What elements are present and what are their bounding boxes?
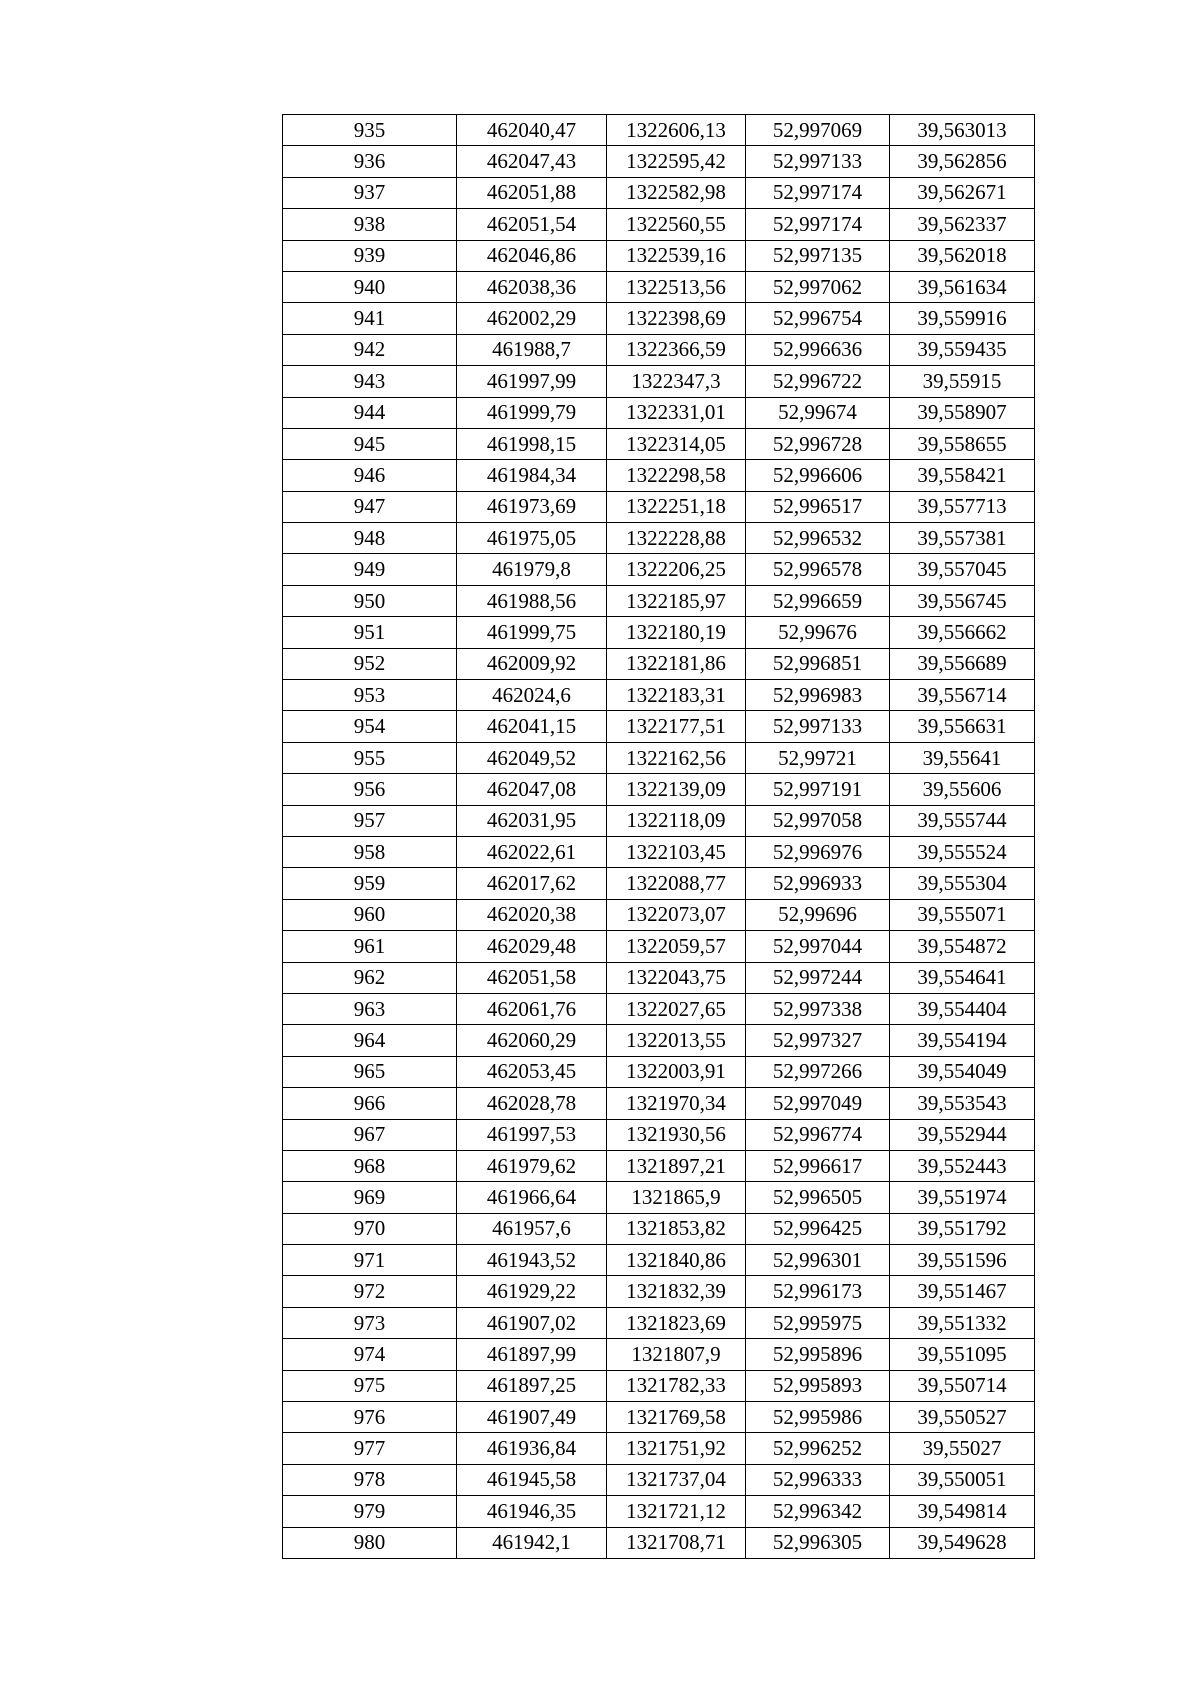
x-coordinate-cell: 461973,69 xyxy=(457,491,607,522)
x-coordinate-cell: 461979,8 xyxy=(457,554,607,585)
longitude-cell: 39,555071 xyxy=(890,899,1035,930)
x-coordinate-cell: 462047,08 xyxy=(457,774,607,805)
y-coordinate-cell: 1322183,31 xyxy=(607,680,746,711)
latitude-cell: 52,997174 xyxy=(746,209,890,240)
y-coordinate-cell: 1322298,58 xyxy=(607,460,746,491)
latitude-cell: 52,99674 xyxy=(746,397,890,428)
x-coordinate-cell: 462046,86 xyxy=(457,240,607,271)
point-number-cell: 963 xyxy=(283,993,457,1024)
x-coordinate-cell: 462038,36 xyxy=(457,271,607,302)
y-coordinate-cell: 1322185,97 xyxy=(607,585,746,616)
table-row xyxy=(283,554,1035,585)
x-coordinate-cell: 462047,43 xyxy=(457,146,607,177)
point-number-cell: 937 xyxy=(283,177,457,208)
point-number-cell: 964 xyxy=(283,1025,457,1056)
longitude-cell: 39,549814 xyxy=(890,1496,1035,1527)
longitude-cell: 39,554404 xyxy=(890,993,1035,1024)
table-row xyxy=(283,146,1035,177)
table-row xyxy=(283,209,1035,240)
point-number-cell: 940 xyxy=(283,271,457,302)
x-coordinate-cell: 462060,29 xyxy=(457,1025,607,1056)
latitude-cell: 52,997062 xyxy=(746,271,890,302)
latitude-cell: 52,996425 xyxy=(746,1213,890,1244)
point-number-cell: 936 xyxy=(283,146,457,177)
table-row xyxy=(283,774,1035,805)
point-number-cell: 945 xyxy=(283,428,457,459)
point-number-cell: 979 xyxy=(283,1496,457,1527)
x-coordinate-cell: 462051,54 xyxy=(457,209,607,240)
point-number-cell: 966 xyxy=(283,1088,457,1119)
latitude-cell: 52,996301 xyxy=(746,1245,890,1276)
x-coordinate-cell: 461943,52 xyxy=(457,1245,607,1276)
point-number-cell: 975 xyxy=(283,1370,457,1401)
longitude-cell: 39,553543 xyxy=(890,1088,1035,1119)
y-coordinate-cell: 1321853,82 xyxy=(607,1213,746,1244)
table-row xyxy=(283,805,1035,836)
longitude-cell: 39,556689 xyxy=(890,648,1035,679)
latitude-cell: 52,996342 xyxy=(746,1496,890,1527)
x-coordinate-cell: 461988,56 xyxy=(457,585,607,616)
latitude-cell: 52,997191 xyxy=(746,774,890,805)
latitude-cell: 52,997174 xyxy=(746,177,890,208)
latitude-cell: 52,996636 xyxy=(746,334,890,365)
table-row xyxy=(283,648,1035,679)
y-coordinate-cell: 1322118,09 xyxy=(607,805,746,836)
latitude-cell: 52,996933 xyxy=(746,868,890,899)
y-coordinate-cell: 1322162,56 xyxy=(607,742,746,773)
table-row xyxy=(283,1245,1035,1276)
y-coordinate-cell: 1322513,56 xyxy=(607,271,746,302)
point-number-cell: 953 xyxy=(283,680,457,711)
latitude-cell: 52,995893 xyxy=(746,1370,890,1401)
latitude-cell: 52,996851 xyxy=(746,648,890,679)
y-coordinate-cell: 1321769,58 xyxy=(607,1402,746,1433)
longitude-cell: 39,55915 xyxy=(890,366,1035,397)
longitude-cell: 39,551332 xyxy=(890,1307,1035,1338)
longitude-cell: 39,551596 xyxy=(890,1245,1035,1276)
latitude-cell: 52,99721 xyxy=(746,742,890,773)
latitude-cell: 52,996173 xyxy=(746,1276,890,1307)
x-coordinate-cell: 461936,84 xyxy=(457,1433,607,1464)
longitude-cell: 39,557381 xyxy=(890,523,1035,554)
x-coordinate-cell: 461907,02 xyxy=(457,1307,607,1338)
y-coordinate-cell: 1322228,88 xyxy=(607,523,746,554)
longitude-cell: 39,562671 xyxy=(890,177,1035,208)
table-row xyxy=(283,397,1035,428)
y-coordinate-cell: 1322103,45 xyxy=(607,836,746,867)
table-row xyxy=(283,962,1035,993)
latitude-cell: 52,997049 xyxy=(746,1088,890,1119)
point-number-cell: 957 xyxy=(283,805,457,836)
table-row xyxy=(283,491,1035,522)
longitude-cell: 39,550714 xyxy=(890,1370,1035,1401)
latitude-cell: 52,996517 xyxy=(746,491,890,522)
x-coordinate-cell: 461975,05 xyxy=(457,523,607,554)
x-coordinate-cell: 462053,45 xyxy=(457,1056,607,1087)
table-row xyxy=(283,617,1035,648)
x-coordinate-cell: 461945,58 xyxy=(457,1464,607,1495)
x-coordinate-cell: 461999,75 xyxy=(457,617,607,648)
x-coordinate-cell: 461998,15 xyxy=(457,428,607,459)
y-coordinate-cell: 1321737,04 xyxy=(607,1464,746,1495)
table-row xyxy=(283,711,1035,742)
latitude-cell: 52,995896 xyxy=(746,1339,890,1370)
point-number-cell: 974 xyxy=(283,1339,457,1370)
x-coordinate-cell: 461999,79 xyxy=(457,397,607,428)
longitude-cell: 39,556662 xyxy=(890,617,1035,648)
y-coordinate-cell: 1322206,25 xyxy=(607,554,746,585)
x-coordinate-cell: 462022,61 xyxy=(457,836,607,867)
table-row xyxy=(283,177,1035,208)
longitude-cell: 39,562337 xyxy=(890,209,1035,240)
latitude-cell: 52,996505 xyxy=(746,1182,890,1213)
longitude-cell: 39,561634 xyxy=(890,271,1035,302)
table-row xyxy=(283,1339,1035,1370)
table-row xyxy=(283,1056,1035,1087)
point-number-cell: 969 xyxy=(283,1182,457,1213)
point-number-cell: 948 xyxy=(283,523,457,554)
y-coordinate-cell: 1321865,9 xyxy=(607,1182,746,1213)
y-coordinate-cell: 1322003,91 xyxy=(607,1056,746,1087)
x-coordinate-cell: 462031,95 xyxy=(457,805,607,836)
point-number-cell: 944 xyxy=(283,397,457,428)
latitude-cell: 52,99696 xyxy=(746,899,890,930)
table-row xyxy=(283,115,1035,146)
point-number-cell: 935 xyxy=(283,115,457,146)
y-coordinate-cell: 1321721,12 xyxy=(607,1496,746,1527)
x-coordinate-cell: 461946,35 xyxy=(457,1496,607,1527)
longitude-cell: 39,549628 xyxy=(890,1527,1035,1558)
y-coordinate-cell: 1322139,09 xyxy=(607,774,746,805)
table-row xyxy=(283,303,1035,334)
table-row xyxy=(283,585,1035,616)
x-coordinate-cell: 461897,99 xyxy=(457,1339,607,1370)
y-coordinate-cell: 1322606,13 xyxy=(607,115,746,146)
latitude-cell: 52,997058 xyxy=(746,805,890,836)
table-row xyxy=(283,899,1035,930)
latitude-cell: 52,997244 xyxy=(746,962,890,993)
longitude-cell: 39,554049 xyxy=(890,1056,1035,1087)
x-coordinate-cell: 462040,47 xyxy=(457,115,607,146)
y-coordinate-cell: 1322347,3 xyxy=(607,366,746,397)
x-coordinate-cell: 462028,78 xyxy=(457,1088,607,1119)
latitude-cell: 52,997133 xyxy=(746,146,890,177)
longitude-cell: 39,55027 xyxy=(890,1433,1035,1464)
table-row xyxy=(283,1119,1035,1150)
point-number-cell: 959 xyxy=(283,868,457,899)
y-coordinate-cell: 1321751,92 xyxy=(607,1433,746,1464)
y-coordinate-cell: 1321897,21 xyxy=(607,1150,746,1181)
longitude-cell: 39,551792 xyxy=(890,1213,1035,1244)
latitude-cell: 52,996722 xyxy=(746,366,890,397)
longitude-cell: 39,551467 xyxy=(890,1276,1035,1307)
x-coordinate-cell: 461897,25 xyxy=(457,1370,607,1401)
latitude-cell: 52,997266 xyxy=(746,1056,890,1087)
y-coordinate-cell: 1322088,77 xyxy=(607,868,746,899)
y-coordinate-cell: 1322043,75 xyxy=(607,962,746,993)
latitude-cell: 52,996728 xyxy=(746,428,890,459)
point-number-cell: 947 xyxy=(283,491,457,522)
latitude-cell: 52,996754 xyxy=(746,303,890,334)
y-coordinate-cell: 1321823,69 xyxy=(607,1307,746,1338)
y-coordinate-cell: 1322177,51 xyxy=(607,711,746,742)
latitude-cell: 52,997338 xyxy=(746,993,890,1024)
x-coordinate-cell: 461942,1 xyxy=(457,1527,607,1558)
y-coordinate-cell: 1321807,9 xyxy=(607,1339,746,1370)
point-number-cell: 970 xyxy=(283,1213,457,1244)
table-row xyxy=(283,460,1035,491)
longitude-cell: 39,555304 xyxy=(890,868,1035,899)
table-row xyxy=(283,868,1035,899)
table-row xyxy=(283,680,1035,711)
latitude-cell: 52,996983 xyxy=(746,680,890,711)
x-coordinate-cell: 461997,99 xyxy=(457,366,607,397)
point-number-cell: 954 xyxy=(283,711,457,742)
x-coordinate-cell: 462061,76 xyxy=(457,993,607,1024)
point-number-cell: 971 xyxy=(283,1245,457,1276)
x-coordinate-cell: 462017,62 xyxy=(457,868,607,899)
y-coordinate-cell: 1322595,42 xyxy=(607,146,746,177)
y-coordinate-cell: 1321708,71 xyxy=(607,1527,746,1558)
latitude-cell: 52,996617 xyxy=(746,1150,890,1181)
table-row xyxy=(283,523,1035,554)
point-number-cell: 968 xyxy=(283,1150,457,1181)
latitude-cell: 52,997044 xyxy=(746,931,890,962)
table-row xyxy=(283,742,1035,773)
y-coordinate-cell: 1322398,69 xyxy=(607,303,746,334)
point-number-cell: 955 xyxy=(283,742,457,773)
y-coordinate-cell: 1321832,39 xyxy=(607,1276,746,1307)
y-coordinate-cell: 1321970,34 xyxy=(607,1088,746,1119)
y-coordinate-cell: 1322539,16 xyxy=(607,240,746,271)
longitude-cell: 39,558655 xyxy=(890,428,1035,459)
table-row xyxy=(283,1150,1035,1181)
point-number-cell: 950 xyxy=(283,585,457,616)
coordinates-table xyxy=(282,114,1035,1559)
latitude-cell: 52,996252 xyxy=(746,1433,890,1464)
longitude-cell: 39,551974 xyxy=(890,1182,1035,1213)
latitude-cell: 52,996606 xyxy=(746,460,890,491)
latitude-cell: 52,997133 xyxy=(746,711,890,742)
x-coordinate-cell: 461907,49 xyxy=(457,1402,607,1433)
point-number-cell: 976 xyxy=(283,1402,457,1433)
latitude-cell: 52,996774 xyxy=(746,1119,890,1150)
point-number-cell: 961 xyxy=(283,931,457,962)
longitude-cell: 39,563013 xyxy=(890,115,1035,146)
table-row xyxy=(283,1527,1035,1558)
point-number-cell: 946 xyxy=(283,460,457,491)
table-row xyxy=(283,1496,1035,1527)
y-coordinate-cell: 1322366,59 xyxy=(607,334,746,365)
point-number-cell: 978 xyxy=(283,1464,457,1495)
table-row xyxy=(283,1088,1035,1119)
longitude-cell: 39,555744 xyxy=(890,805,1035,836)
longitude-cell: 39,556714 xyxy=(890,680,1035,711)
longitude-cell: 39,550527 xyxy=(890,1402,1035,1433)
point-number-cell: 973 xyxy=(283,1307,457,1338)
y-coordinate-cell: 1322073,07 xyxy=(607,899,746,930)
point-number-cell: 977 xyxy=(283,1433,457,1464)
table-row xyxy=(283,836,1035,867)
y-coordinate-cell: 1322013,55 xyxy=(607,1025,746,1056)
table-row xyxy=(283,1307,1035,1338)
x-coordinate-cell: 462024,6 xyxy=(457,680,607,711)
longitude-cell: 39,556745 xyxy=(890,585,1035,616)
table-row xyxy=(283,428,1035,459)
point-number-cell: 965 xyxy=(283,1056,457,1087)
latitude-cell: 52,997327 xyxy=(746,1025,890,1056)
point-number-cell: 943 xyxy=(283,366,457,397)
y-coordinate-cell: 1321782,33 xyxy=(607,1370,746,1401)
x-coordinate-cell: 462051,58 xyxy=(457,962,607,993)
latitude-cell: 52,99676 xyxy=(746,617,890,648)
x-coordinate-cell: 461979,62 xyxy=(457,1150,607,1181)
x-coordinate-cell: 462051,88 xyxy=(457,177,607,208)
longitude-cell: 39,554194 xyxy=(890,1025,1035,1056)
longitude-cell: 39,550051 xyxy=(890,1464,1035,1495)
latitude-cell: 52,995986 xyxy=(746,1402,890,1433)
table-row xyxy=(283,931,1035,962)
point-number-cell: 960 xyxy=(283,899,457,930)
y-coordinate-cell: 1321930,56 xyxy=(607,1119,746,1150)
x-coordinate-cell: 462029,48 xyxy=(457,931,607,962)
x-coordinate-cell: 461984,34 xyxy=(457,460,607,491)
x-coordinate-cell: 461929,22 xyxy=(457,1276,607,1307)
point-number-cell: 949 xyxy=(283,554,457,585)
y-coordinate-cell: 1322027,65 xyxy=(607,993,746,1024)
latitude-cell: 52,996532 xyxy=(746,523,890,554)
table-row xyxy=(283,1433,1035,1464)
x-coordinate-cell: 461988,7 xyxy=(457,334,607,365)
y-coordinate-cell: 1322251,18 xyxy=(607,491,746,522)
x-coordinate-cell: 462002,29 xyxy=(457,303,607,334)
x-coordinate-cell: 462041,15 xyxy=(457,711,607,742)
longitude-cell: 39,558421 xyxy=(890,460,1035,491)
y-coordinate-cell: 1322059,57 xyxy=(607,931,746,962)
longitude-cell: 39,558907 xyxy=(890,397,1035,428)
y-coordinate-cell: 1322582,98 xyxy=(607,177,746,208)
longitude-cell: 39,559916 xyxy=(890,303,1035,334)
point-number-cell: 951 xyxy=(283,617,457,648)
point-number-cell: 952 xyxy=(283,648,457,679)
x-coordinate-cell: 461957,6 xyxy=(457,1213,607,1244)
longitude-cell: 39,557713 xyxy=(890,491,1035,522)
table-row xyxy=(283,993,1035,1024)
y-coordinate-cell: 1322180,19 xyxy=(607,617,746,648)
point-number-cell: 938 xyxy=(283,209,457,240)
x-coordinate-cell: 461997,53 xyxy=(457,1119,607,1150)
longitude-cell: 39,554872 xyxy=(890,931,1035,962)
latitude-cell: 52,996333 xyxy=(746,1464,890,1495)
latitude-cell: 52,996578 xyxy=(746,554,890,585)
longitude-cell: 39,556631 xyxy=(890,711,1035,742)
point-number-cell: 942 xyxy=(283,334,457,365)
y-coordinate-cell: 1322314,05 xyxy=(607,428,746,459)
latitude-cell: 52,997069 xyxy=(746,115,890,146)
longitude-cell: 39,562018 xyxy=(890,240,1035,271)
longitude-cell: 39,55606 xyxy=(890,774,1035,805)
point-number-cell: 967 xyxy=(283,1119,457,1150)
point-number-cell: 941 xyxy=(283,303,457,334)
y-coordinate-cell: 1321840,86 xyxy=(607,1245,746,1276)
coordinates-table-body xyxy=(283,115,1035,1559)
longitude-cell: 39,555524 xyxy=(890,836,1035,867)
point-number-cell: 958 xyxy=(283,836,457,867)
longitude-cell: 39,557045 xyxy=(890,554,1035,585)
table-row xyxy=(283,366,1035,397)
x-coordinate-cell: 462009,92 xyxy=(457,648,607,679)
table-row xyxy=(283,1025,1035,1056)
latitude-cell: 52,996976 xyxy=(746,836,890,867)
y-coordinate-cell: 1322331,01 xyxy=(607,397,746,428)
longitude-cell: 39,552944 xyxy=(890,1119,1035,1150)
table-row xyxy=(283,1402,1035,1433)
point-number-cell: 962 xyxy=(283,962,457,993)
x-coordinate-cell: 461966,64 xyxy=(457,1182,607,1213)
y-coordinate-cell: 1322560,55 xyxy=(607,209,746,240)
longitude-cell: 39,551095 xyxy=(890,1339,1035,1370)
latitude-cell: 52,995975 xyxy=(746,1307,890,1338)
point-number-cell: 980 xyxy=(283,1527,457,1558)
table-row xyxy=(283,1182,1035,1213)
point-number-cell: 956 xyxy=(283,774,457,805)
longitude-cell: 39,559435 xyxy=(890,334,1035,365)
table-row xyxy=(283,1276,1035,1307)
point-number-cell: 972 xyxy=(283,1276,457,1307)
longitude-cell: 39,552443 xyxy=(890,1150,1035,1181)
x-coordinate-cell: 462020,38 xyxy=(457,899,607,930)
table-row xyxy=(283,1464,1035,1495)
table-row xyxy=(283,240,1035,271)
latitude-cell: 52,997135 xyxy=(746,240,890,271)
longitude-cell: 39,554641 xyxy=(890,962,1035,993)
longitude-cell: 39,562856 xyxy=(890,146,1035,177)
latitude-cell: 52,996659 xyxy=(746,585,890,616)
longitude-cell: 39,55641 xyxy=(890,742,1035,773)
table-row xyxy=(283,334,1035,365)
point-number-cell: 939 xyxy=(283,240,457,271)
table-row xyxy=(283,1370,1035,1401)
table-row xyxy=(283,271,1035,302)
y-coordinate-cell: 1322181,86 xyxy=(607,648,746,679)
latitude-cell: 52,996305 xyxy=(746,1527,890,1558)
x-coordinate-cell: 462049,52 xyxy=(457,742,607,773)
table-row xyxy=(283,1213,1035,1244)
